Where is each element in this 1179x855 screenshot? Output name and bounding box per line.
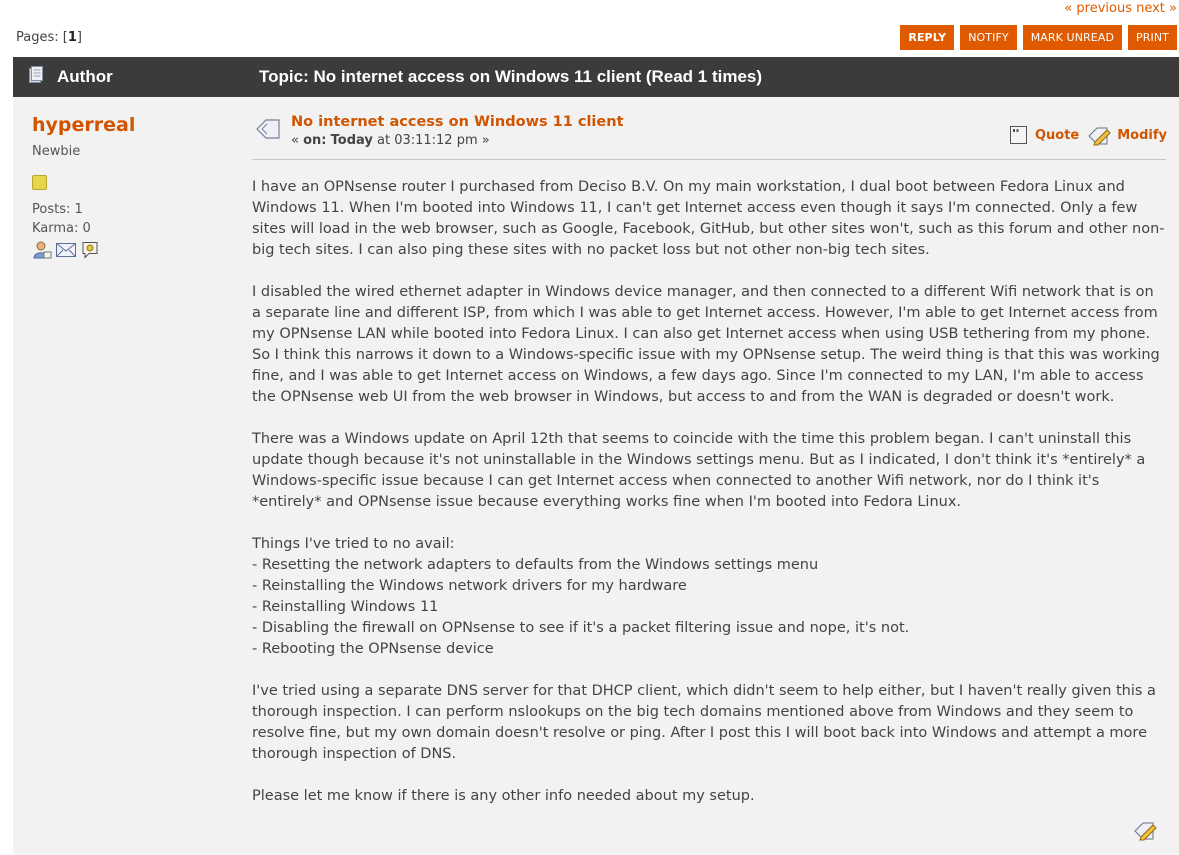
post-meta-on: on: (303, 133, 327, 148)
post-subject[interactable]: No internet access on Windows 11 client (291, 114, 624, 130)
quote-icon (1009, 125, 1029, 145)
post-meta (291, 133, 490, 148)
modify-label: Modify (1117, 127, 1167, 143)
poster-rank: Newbie (32, 144, 81, 159)
poster-profile-icons (32, 240, 232, 260)
post-actions (1009, 124, 1167, 146)
topic-buttons (900, 25, 1177, 50)
modify-button[interactable] (1087, 124, 1167, 146)
mark-unread-button[interactable]: MARK UNREAD (1023, 25, 1122, 50)
topic-icon (29, 66, 43, 83)
tried-item: - Resetting the network adapters to defaults from the Windows settings menu (252, 557, 819, 573)
post (13, 97, 1179, 855)
post-paragraph: I disabled the wired ethernet adapter in Windows device manager, and then connected to a different Wifi network that is on a separate line and different ISP, from which I was able to get Internet access. However, I'm able to get Internet access from my OPNsense LAN while booted into Fedora Linux. I can also get Internet access when using USB tethering from my phone. So I think this narrows it down to a Windows-specific issue with my OPNsense setup. The weird thing is that this was working fine, and I was able to get Internet access on Windows, a few days ago. Since I'm connected to my LAN, I'm able to access the OPNsense web UI from the web browser in Windows, but access to and from the WAN is degraded or doesn't work. (252, 284, 1160, 405)
tried-list (252, 534, 1167, 660)
pages-close: ] (76, 30, 82, 45)
author-column-title: Author (57, 67, 113, 86)
quote-label: Quote (1034, 127, 1080, 143)
topic-navigation (1064, 1, 1177, 16)
poster-posts: Posts: 1 (32, 202, 83, 217)
email-icon[interactable] (55, 240, 77, 260)
post-body (252, 177, 1167, 828)
rank-star-icon (32, 175, 47, 190)
previous-topic-link[interactable]: « previous (1064, 1, 1132, 16)
post-paragraph: I've tried using a separate DNS server for that DHCP client, which didn't seem to help either, but I haven't really given this a thorough inspection. I can perform nslookups on the big tech domains mentioned above from Windows and they seem to resolve fine, but my own domain doesn't resolve or ping. After I post this I will boot back into Windows and attempt a more thorough inspection of DNS. (252, 683, 1156, 762)
pagination (16, 30, 82, 45)
next-topic-link[interactable]: next » (1136, 1, 1177, 16)
post-meta-prefix: « (291, 133, 304, 148)
tried-item: - Reinstalling Windows 11 (252, 599, 439, 615)
post-divider (252, 159, 1166, 160)
tried-heading: Things I've tried to no avail: (252, 536, 455, 552)
tried-item: - Disabling the firewall on OPNsense to see if it's a packet filtering issue and nope, it's not. (252, 620, 910, 636)
profile-icon[interactable] (32, 240, 52, 260)
quote-button[interactable] (1009, 125, 1079, 145)
pages-label: Pages: [ (16, 30, 68, 45)
current-page[interactable]: 1 (67, 30, 77, 45)
personal-message-icon[interactable] (80, 240, 100, 260)
post-closing: Please let me know if there is any other info needed about my setup. (252, 788, 755, 804)
poster-karma: Karma: 0 (32, 221, 91, 236)
post-paragraph: I have an OPNsense router I purchased from Deciso B.V. On my main workstation, I dual boot between Fedora Linux and Windows 11. When I'm booted into Windows 11, I can't get Internet access even though it says I'm connected. Only a few sites will load in the web browser, such as Google, Facebook, GitHub, but other sites won't, such as this forum and other non-big tech sites. I can also ping these sites with no packet loss but not other non-big tech sites. (252, 179, 1165, 258)
post-meta-day: Today (330, 133, 373, 148)
post-meta-time: at 03:11:12 pm » (372, 133, 490, 148)
report-icon[interactable] (1133, 819, 1157, 841)
reply-button[interactable]: REPLY (900, 25, 954, 50)
notify-button[interactable]: NOTIFY (960, 25, 1017, 50)
modify-icon (1087, 124, 1111, 146)
message-icon (255, 118, 281, 140)
tried-item: - Reinstalling the Windows network drivers for my hardware (252, 578, 687, 594)
poster-info (32, 114, 232, 260)
print-button[interactable]: PRINT (1128, 25, 1177, 50)
tried-item: - Rebooting the OPNsense device (252, 641, 494, 657)
poster-username[interactable]: hyperreal (32, 114, 136, 136)
topic-title: Topic: No internet access on Windows 11 client (Read 1 times) (259, 67, 763, 86)
topic-header (13, 57, 1179, 97)
post-paragraph: There was a Windows update on April 12th that seems to coincide with the time this problem began. I can't uninstall this update though because it's not uninstallable in the Windows settings menu. But as I indicated, I don't think it's *entirely* a Windows-specific issue because I can get Internet access when connected to another Wifi network, nor do I think it's *entirely* and OPNsense issue because everything works fine when I'm booted into Fedora Linux. (252, 431, 1146, 510)
